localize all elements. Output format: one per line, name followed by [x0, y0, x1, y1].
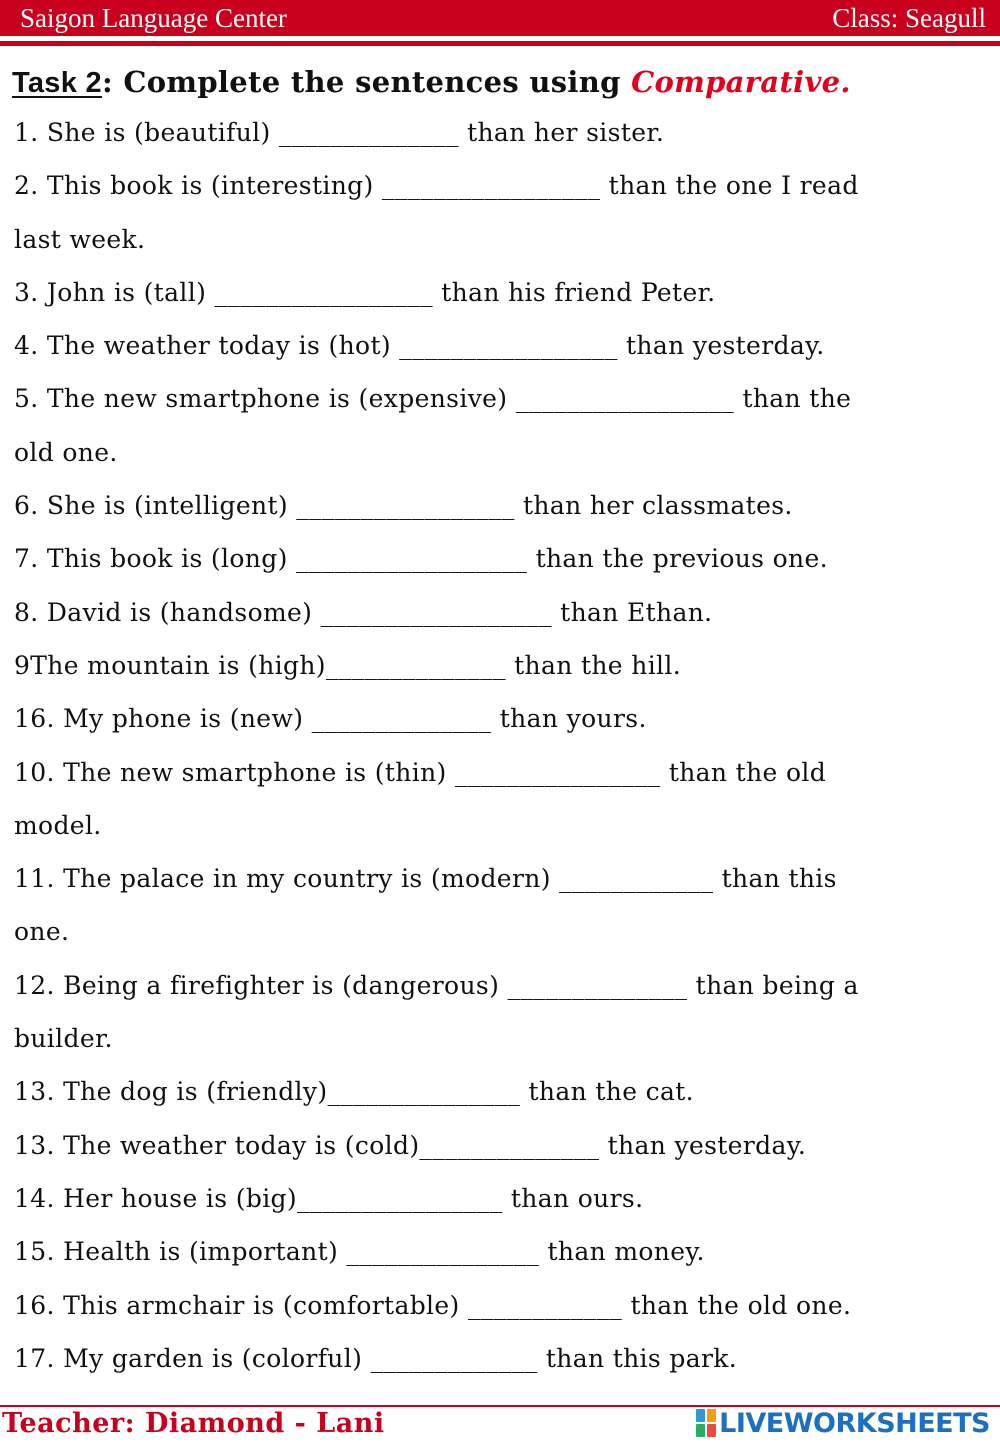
teacher-name: Teacher: Diamond - Lani — [2, 1408, 385, 1439]
exercise-line: builder. — [14, 1024, 113, 1054]
task-title — [12, 60, 851, 105]
brand-text: LIVEWORKSHEETS — [719, 1407, 990, 1439]
school-name: Saigon Language Center — [20, 3, 287, 33]
task-label: Task 2 — [12, 67, 102, 99]
exercise-line: 7. This book is (long) __________________ than the previous one. — [14, 544, 828, 574]
header-divider — [0, 41, 1000, 46]
task-highlight: Comparative. — [631, 65, 851, 99]
exercise-list — [14, 106, 986, 1385]
exercise-line: 12. Being a firefighter is (dangerous) ______________ than being a — [14, 970, 859, 1000]
brand-icon-square — [707, 1409, 716, 1422]
liveworksheets-logo[interactable] — [696, 1406, 990, 1440]
header-bar — [0, 0, 1000, 36]
exercise-line: 10. The new smartphone is (thin) ________________ than the old — [14, 757, 827, 787]
exercise-line: 16. My phone is (new) ______________ than yours. — [14, 704, 647, 734]
exercise-line: 13. The weather today is (cold)______________ than yesterday. — [14, 1130, 807, 1160]
exercise-line: last week. — [14, 224, 146, 254]
exercise-line: 17. My garden is (colorful) _____________ than this park. — [14, 1343, 738, 1373]
brand-icon-square — [696, 1424, 705, 1437]
exercise-line: 3. John is (tall) _________________ than his friend Peter. — [14, 277, 716, 307]
class-label: Class: Seagull — [832, 3, 986, 33]
exercise-line: 16. This armchair is (comfortable) ____________ than the old one. — [14, 1290, 852, 1320]
exercise-line: 4. The weather today is (hot) _________________ than yesterday. — [14, 331, 825, 361]
brand-icon-square — [696, 1409, 705, 1422]
exercise-line: 1. She is (beautiful) ______________ than her sister. — [14, 118, 665, 147]
exercise-line: 2. This book is (interesting) _________________ than the one I read — [14, 171, 859, 201]
exercise-line: 5. The new smartphone is (expensive) _________________ than the — [14, 384, 852, 414]
exercise-line: 14. Her house is (big)________________ than ours. — [14, 1183, 644, 1213]
liveworksheets-icon — [696, 1409, 716, 1437]
task-separator: : — [101, 65, 113, 99]
brand-icon-square — [707, 1424, 716, 1437]
exercise-line: 11. The palace in my country is (modern) ____________ than this — [14, 864, 837, 894]
exercise-line: 6. She is (intelligent) _________________ than her classmates. — [14, 491, 793, 521]
task-instruction: Complete the sentences using — [112, 65, 632, 99]
exercise-line: 8. David is (handsome) __________________ than Ethan. — [14, 597, 713, 627]
exercise-line: 9The mountain is (high)______________ than the hill. — [14, 650, 682, 680]
exercise-line: 15. Health is (important) _______________ than money. — [14, 1237, 705, 1267]
exercise-line: one. — [14, 917, 70, 947]
exercise-line: 13. The dog is (friendly)_______________ than the cat. — [14, 1077, 694, 1107]
exercise-line: old one. — [14, 437, 118, 467]
exercise-line: model. — [14, 810, 102, 840]
